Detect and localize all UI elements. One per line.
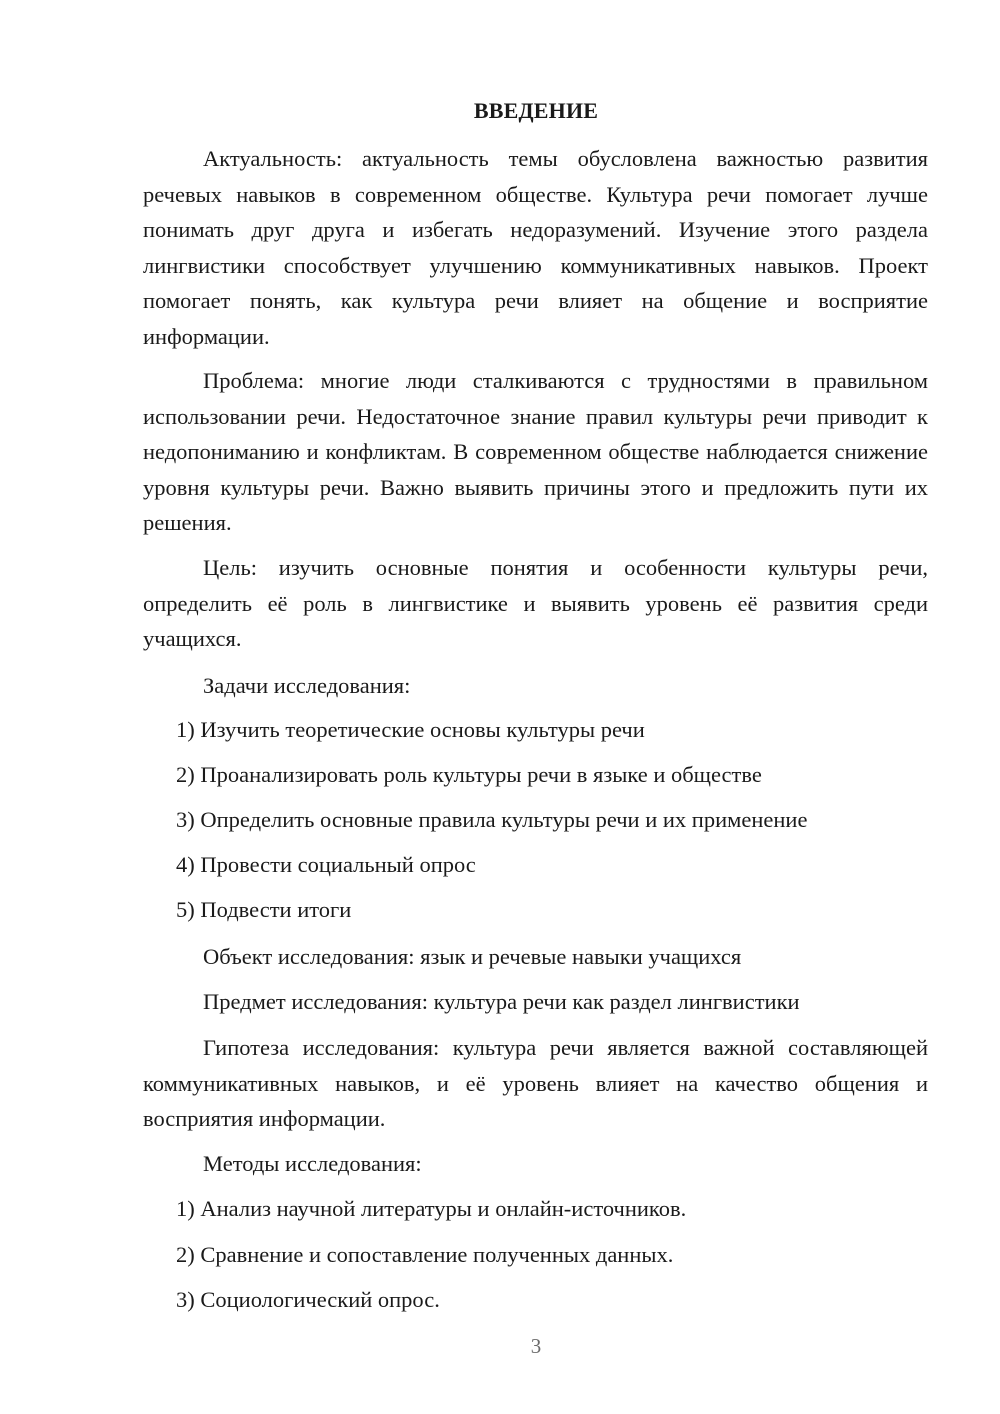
relevance-text: Актуальность: актуальность темы обусловлена важностью развития речевых навыков в современном обществе. Культура речи помогает лучше понимать друг друга и избегать недоразумений. Изучение этого раздела лингвистики способствует улучшению коммуникативных навыков. Проект помогает понять, как культура речи влияет на общение и восприятие информации. bbox=[143, 146, 928, 349]
problem-text: Проблема: многие люди сталкиваются с трудностями в правильном использовании речи. Недостаточное знание правил культуры речи приводит к недопониманию и конфликтам. В современном обществе наблюдается снижение уровня культуры речи. Важно выявить причины этого и предложить пути их решения. bbox=[143, 368, 928, 535]
hypothesis-text: Гипотеза исследования: культура речи является важной составляющей коммуникативных навыков, и её уровень влияет на качество общения и восприятия информации. bbox=[143, 1035, 928, 1131]
goal-text: Цель: изучить основные понятия и особенности культуры речи, определить её роль в лингвистике и выявить уровень её развития среди учащихся. bbox=[143, 555, 928, 651]
list-item: 3) Определить основные правила культуры речи и их применение bbox=[176, 807, 808, 832]
object-section bbox=[143, 939, 928, 975]
relevance-paragraph bbox=[143, 141, 928, 354]
subject-text: Предмет исследования: культура речи как раздел лингвистики bbox=[203, 989, 800, 1014]
tasks-heading: Задачи исследования: bbox=[203, 673, 411, 698]
page-number: 3 bbox=[530, 1334, 542, 1358]
hypothesis-paragraph bbox=[143, 1030, 928, 1137]
object-text: Объект исследования: язык и речевые навыки учащихся bbox=[203, 944, 742, 969]
subject-section bbox=[143, 984, 928, 1020]
list-item: 2) Проанализировать роль культуры речи в языке и обществе bbox=[176, 762, 762, 787]
methods-list bbox=[143, 1191, 928, 1318]
problem-paragraph bbox=[143, 363, 928, 541]
list-item: 5) Подвести итоги bbox=[176, 897, 352, 922]
methods-heading: Методы исследования: bbox=[203, 1151, 422, 1176]
tasks-section bbox=[143, 668, 928, 704]
list-item: 1) Анализ научной литературы и онлайн-источников. bbox=[176, 1196, 687, 1221]
methods-section bbox=[143, 1146, 928, 1182]
list-item: 4) Провести социальный опрос bbox=[176, 852, 476, 877]
goal-paragraph bbox=[143, 550, 928, 657]
list-item: 2) Сравнение и сопоставление полученных данных. bbox=[176, 1241, 674, 1267]
list-item: 1) Изучить теоретические основы культуры речи bbox=[176, 717, 645, 742]
page-title: ВВЕДЕНИЕ bbox=[473, 98, 599, 123]
tasks-list bbox=[143, 712, 928, 928]
list-item: 3) Социологический опрос. bbox=[176, 1287, 440, 1312]
